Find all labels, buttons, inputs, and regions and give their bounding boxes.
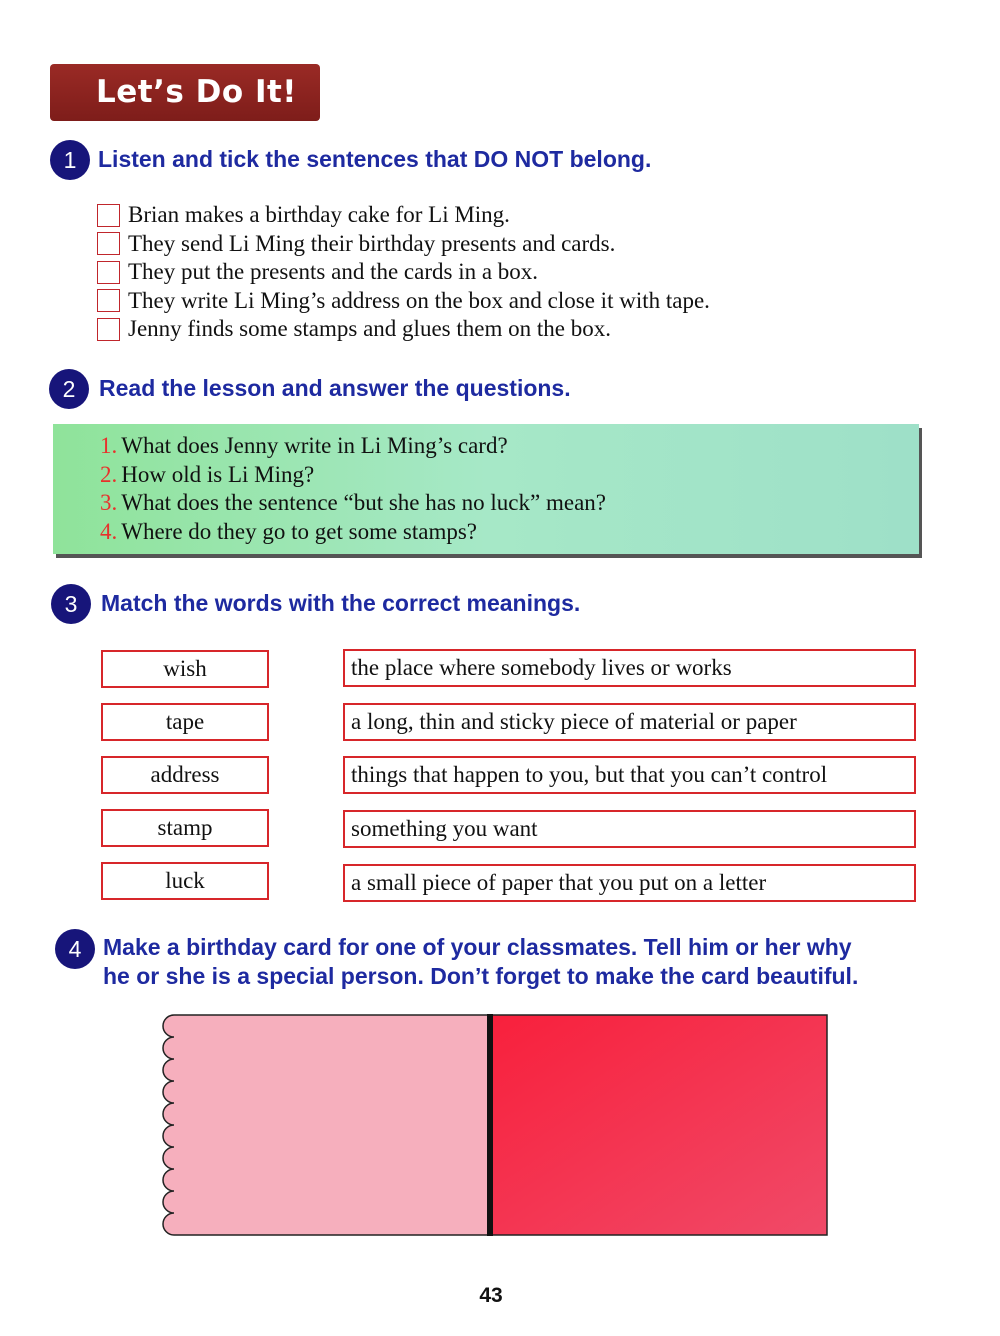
match-word[interactable]: address	[101, 756, 269, 794]
tick-sentence: They send Li Ming their birthday presents and cards.	[128, 230, 616, 256]
tick-sentence: Brian makes a birthday cake for Li Ming.	[128, 202, 510, 228]
checkbox[interactable]	[97, 289, 120, 312]
tick-item	[97, 315, 710, 344]
match-meaning[interactable]: a long, thin and sticky piece of material or paper	[343, 703, 916, 741]
tick-item	[97, 258, 710, 287]
question-item: 3. What does the sentence “but she has no luck” mean?	[100, 490, 606, 515]
tick-item	[97, 230, 710, 259]
tick-sentence: Jenny finds some stamps and glues them on the box.	[128, 316, 611, 342]
section-number-badge: 1	[50, 140, 90, 180]
section-title-line: Make a birthday card for one of your classmates. Tell him or her why	[103, 934, 852, 960]
section-4-heading	[55, 929, 858, 991]
lets-do-it-banner	[50, 64, 320, 121]
page-number: 43	[479, 1284, 503, 1307]
card-fold-line	[487, 1014, 493, 1236]
match-meaning[interactable]: something you want	[343, 810, 916, 848]
checkbox[interactable]	[97, 318, 120, 341]
section-3-heading	[51, 584, 580, 624]
question-item: 1. What does Jenny write in Li Ming’s card?	[100, 433, 508, 458]
card-front-panel	[163, 1015, 490, 1235]
checkbox[interactable]	[97, 232, 120, 255]
tick-sentence: They write Li Ming’s address on the box and close it with tape.	[128, 287, 710, 313]
section-title: Match the words with the correct meanings.	[101, 590, 581, 616]
question-item: 4. Where do they go to get some stamps?	[100, 518, 478, 544]
section-title-line: he or she is a special person. Don’t forget to make the card beautiful.	[103, 963, 859, 989]
section-number-badge: 3	[51, 584, 91, 624]
section-1-heading	[50, 140, 651, 180]
section-title: Read the lesson and answer the questions.	[99, 375, 571, 401]
checkbox[interactable]	[97, 261, 120, 284]
match-meaning[interactable]: a small piece of paper that you put on a letter	[343, 864, 916, 902]
banner-title: Let’s Do It!	[96, 74, 297, 110]
question-list	[100, 432, 606, 546]
birthday-card-template	[160, 1012, 832, 1238]
section-2-heading	[49, 369, 571, 409]
match-word[interactable]: luck	[101, 862, 269, 900]
tick-item	[97, 201, 710, 230]
checkbox[interactable]	[97, 204, 120, 227]
tick-list	[97, 201, 710, 344]
tick-sentence: They put the presents and the cards in a box.	[128, 259, 539, 285]
match-word[interactable]: wish	[101, 650, 269, 688]
section-number-badge: 4	[55, 929, 95, 969]
match-meaning[interactable]: the place where somebody lives or works	[343, 649, 916, 687]
tick-item	[97, 287, 710, 316]
match-word[interactable]: stamp	[101, 809, 269, 847]
section-number-badge: 2	[49, 369, 89, 409]
section-title: Listen and tick the sentences that DO NOT belong.	[98, 146, 652, 172]
match-meaning[interactable]: things that happen to you, but that you can’t control	[343, 756, 916, 794]
match-word[interactable]: tape	[101, 703, 269, 741]
question-item: 2. How old is Li Ming?	[100, 461, 315, 487]
card-inside-panel	[492, 1015, 827, 1235]
